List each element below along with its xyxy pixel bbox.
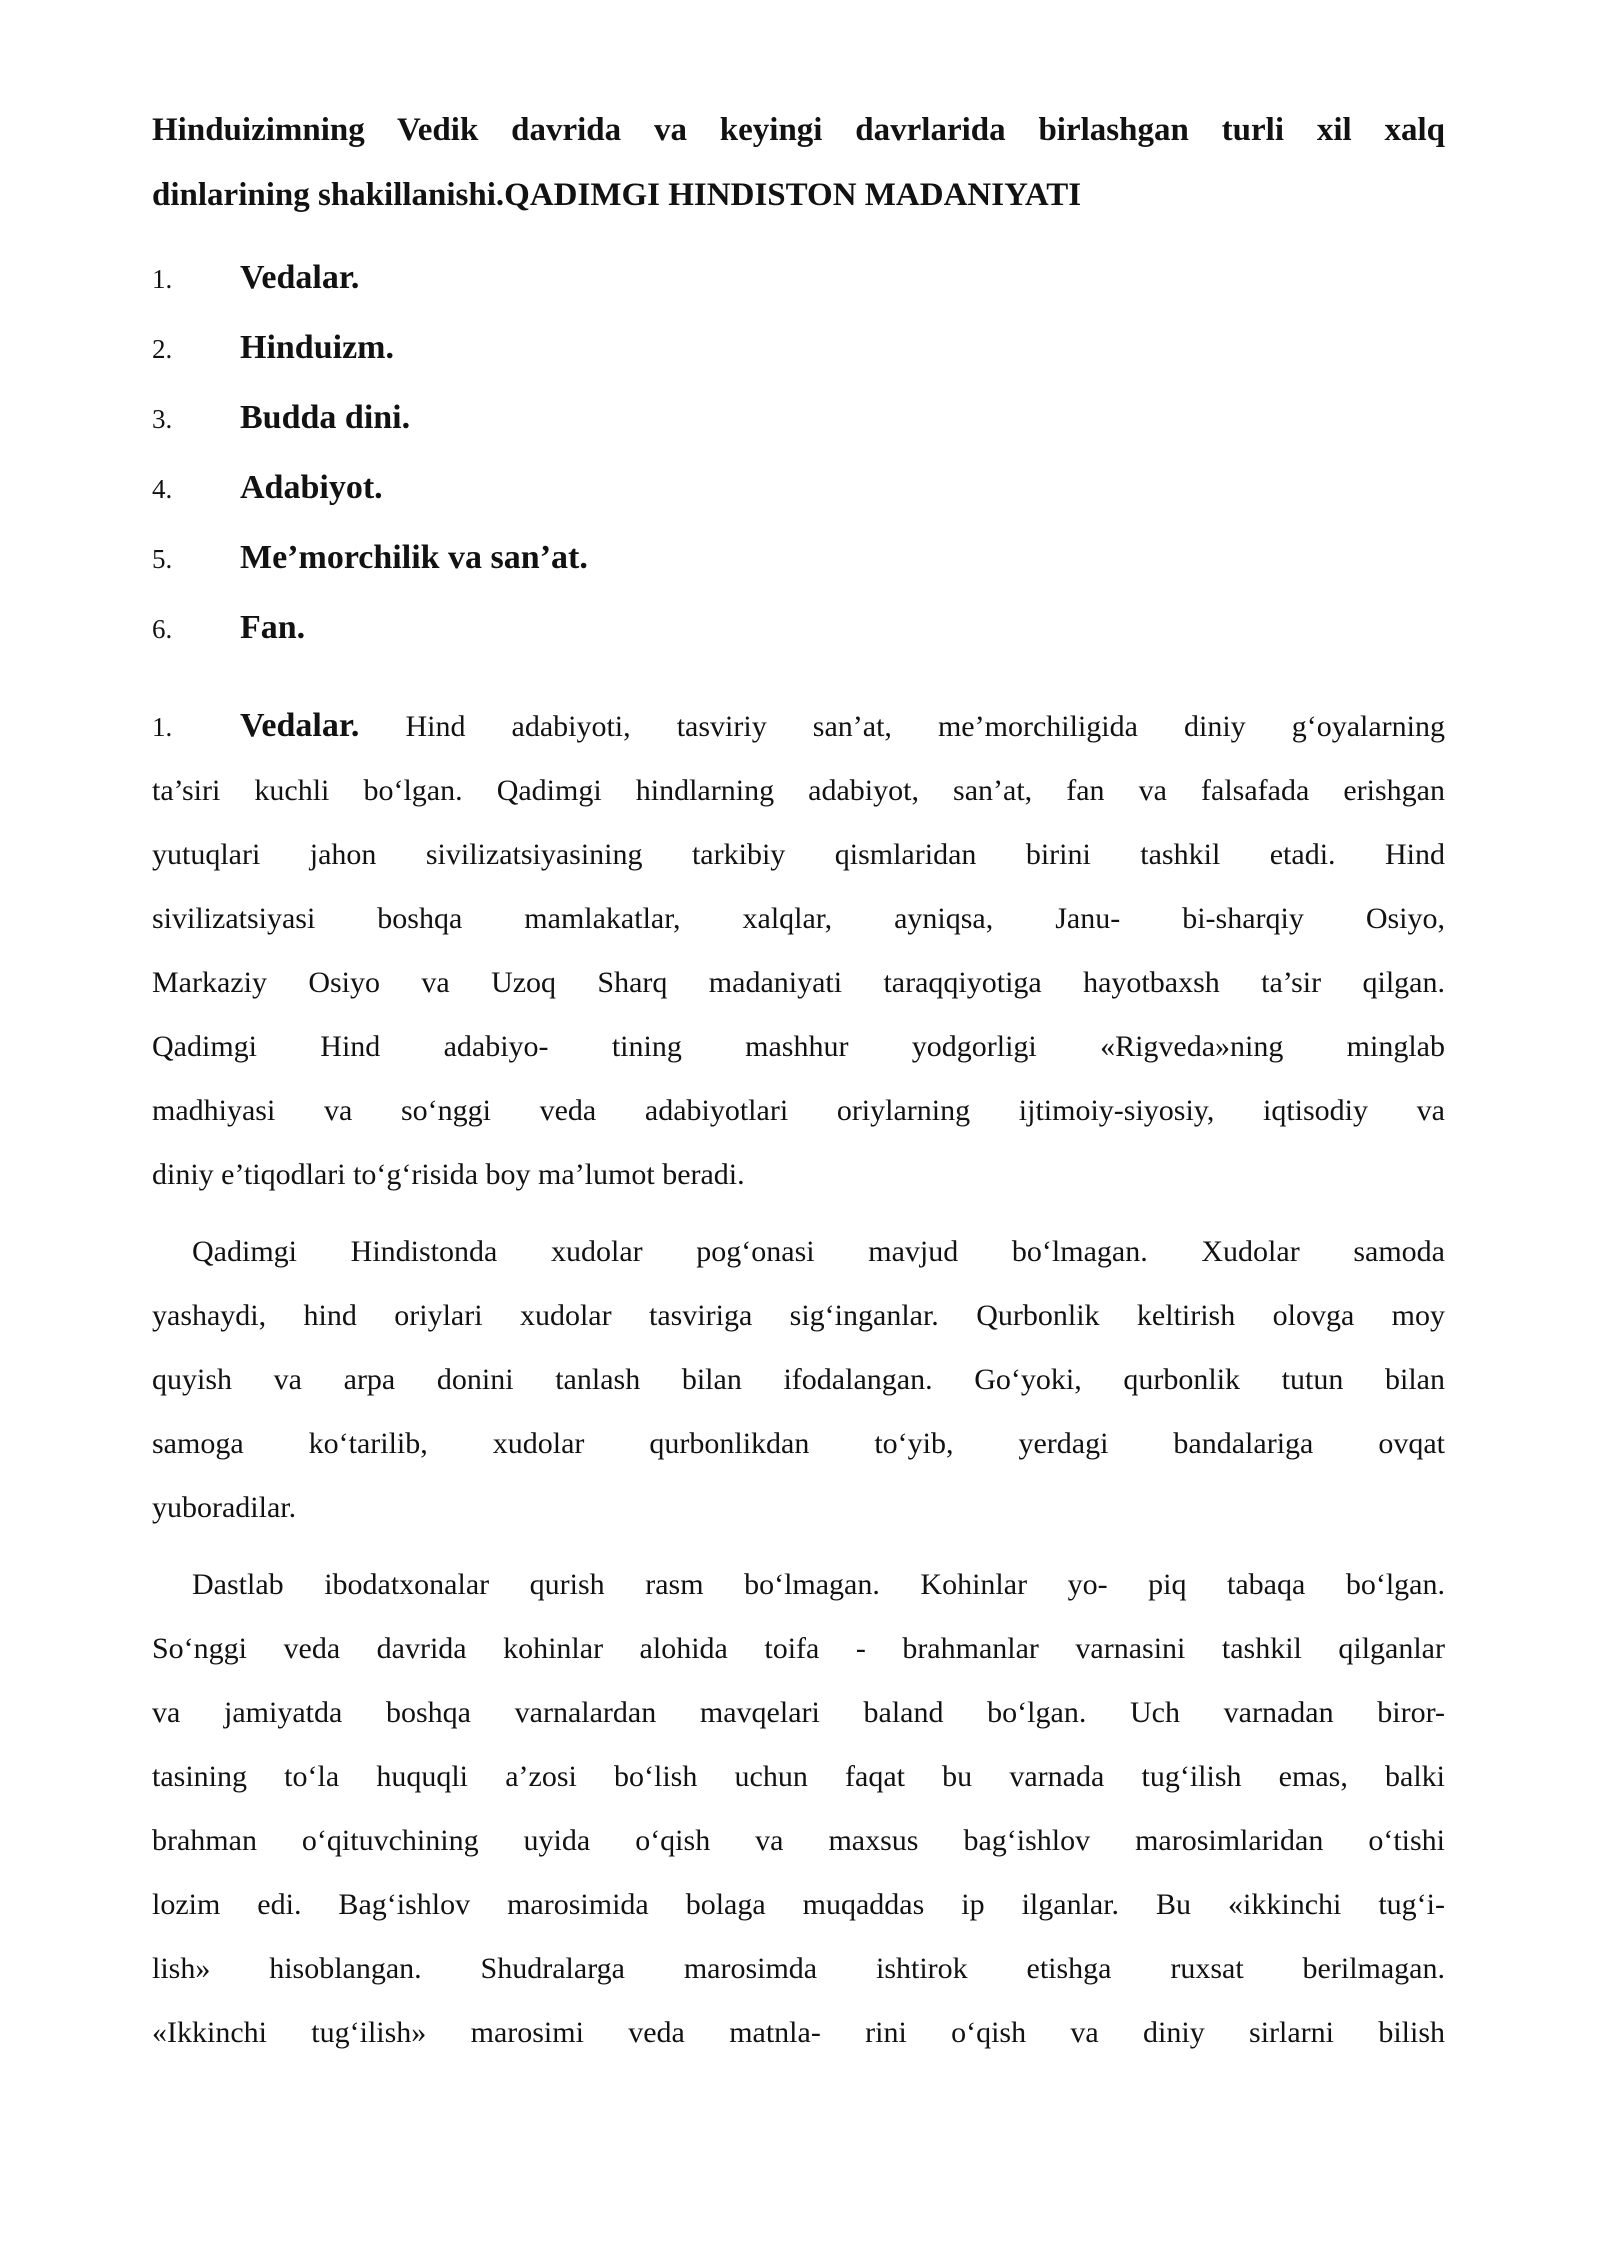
section-first-line-text: Hind adabiyoti, tasviriy san’at, me’morchiligida diniy g‘oyalarning — [405, 710, 1446, 743]
outline-label: Adabiyot. — [240, 469, 383, 506]
outline-label: Fan. — [240, 609, 306, 646]
title-line-1: Hinduizimning Vedik davrida va keyingi davrlarida birlashgan turli xil xalq — [152, 112, 1445, 148]
paragraph-lines — [152, 759, 1445, 1207]
text-line: quyish va arpa donini tanlash bilan ifodalangan. Go‘yoki, qurbonlik tutun bilan — [152, 1363, 1445, 1396]
outline-item-adabiyot — [152, 456, 1445, 526]
outline-label: Me’morchilik va san’at. — [240, 539, 588, 576]
paragraph-ibodatxonalar — [152, 1553, 1445, 2065]
paragraph-lines — [152, 1220, 1445, 1540]
outline-number: 1. — [152, 264, 173, 294]
outline-item-hinduizm — [152, 316, 1445, 386]
outline-item-fan — [152, 596, 1445, 666]
text-line: yuboradilar. — [152, 1491, 297, 1524]
outline-label: Budda dini. — [240, 399, 411, 436]
paragraph-vedalar — [152, 694, 1445, 1207]
text-line: brahman o‘qituvchining uyida o‘qish va maxsus bag‘ishlov marosimlaridan o‘tishi — [152, 1824, 1445, 1857]
text-line: sivilizatsiyasi boshqa mamlakatlar, xalqlar, ayniqsa, Janu- bi-sharqiy Osiyo, — [152, 902, 1445, 935]
text-line: lish» hisoblangan. Shudralarga marosimda ishtirok etishga ruxsat berilmagan. — [152, 1952, 1445, 1985]
document-title — [152, 98, 1445, 228]
paragraph-xudolar — [152, 1220, 1445, 1540]
text-line: ta’siri kuchli bo‘lgan. Qadimgi hindlarning adabiyot, san’at, fan va falsafada erishgan — [152, 774, 1445, 807]
outline-item-budda-dini — [152, 386, 1445, 456]
text-line: va jamiyatda boshqa varnalardan mavqelari baland bo‘lgan. Uch varnadan biror- — [152, 1696, 1445, 1729]
outline-label: Vedalar. — [240, 259, 360, 296]
text-line: Markaziy Osiyo va Uzoq Sharq madaniyati taraqqiyotiga hayotbaxsh ta’sir qilgan. — [152, 966, 1445, 999]
outline-number: 4. — [152, 474, 173, 504]
text-line: samoga ko‘tarilib, xudolar qurbonlikdan to‘yib, yerdagi bandalariga ovqat — [152, 1427, 1445, 1460]
outline-number: 2. — [152, 334, 173, 364]
text-line: Qadimgi Hindistonda xudolar pog‘onasi mavjud bo‘lmagan. Xudolar samoda — [192, 1235, 1445, 1268]
text-line: lozim edi. Bag‘ishlov marosimida bolaga muqaddas ip ilganlar. Bu «ikkinchi tug‘i- — [152, 1888, 1445, 1921]
outline-item-memorchilik — [152, 526, 1445, 596]
document-body — [152, 694, 1445, 2065]
outline-number: 6. — [152, 614, 173, 644]
title-line-2: dinlarining shakillanishi.QADIMGI HINDISTON MADANIYATI — [152, 177, 1082, 213]
section-number: 1. — [152, 712, 173, 742]
outline-item-vedalar — [152, 246, 1445, 316]
text-line: So‘nggi veda davrida kohinlar alohida toifa - brahmanlar varnasini tashkil qilganlar — [152, 1632, 1445, 1665]
text-line: madhiyasi va so‘nggi veda adabiyotlari oriylarning ijtimoiy-siyosiy, iqtisodiy va — [152, 1094, 1445, 1127]
text-line: Dastlab ibodatxonalar qurish rasm bo‘lmagan. Kohinlar yo- piq tabaqa bo‘lgan. — [192, 1568, 1445, 1601]
text-line: yutuqlari jahon sivilizatsiyasining tarkibiy qismlaridan birini tashkil etadi. Hind — [152, 838, 1445, 871]
section-lead: Vedalar. — [240, 707, 360, 744]
text-line: «Ikkinchi tug‘ilish» marosimi veda matnla- rini o‘qish va diniy sirlarni bilish — [152, 2016, 1445, 2049]
outline-number: 3. — [152, 404, 173, 434]
outline-list — [152, 246, 1445, 666]
text-line: tasining to‘la huquqli a’zosi bo‘lish uchun faqat bu varnada tug‘ilish emas, balki — [152, 1760, 1445, 1793]
outline-label: Hinduizm. — [240, 329, 394, 366]
outline-number: 5. — [152, 544, 173, 574]
text-line: yashaydi, hind oriylari xudolar tasviriga sig‘inganlar. Qurbonlik keltirish olovga moy — [152, 1299, 1445, 1332]
text-line — [152, 694, 1445, 759]
paragraph-lines — [152, 1553, 1445, 2065]
text-line: diniy e’tiqodlari to‘g‘risida boy ma’lumot beradi. — [152, 1158, 745, 1191]
text-line: Qadimgi Hind adabiyo- tining mashhur yodgorligi «Rigveda»ning minglab — [152, 1030, 1445, 1063]
